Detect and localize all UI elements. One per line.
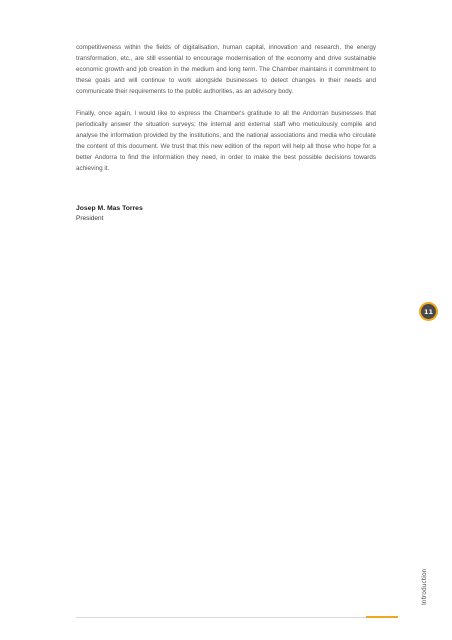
page-number: 11 [421, 304, 436, 319]
footer-divider [76, 617, 398, 618]
signatory-name: Josep M. Mas Torres [76, 205, 143, 212]
signatory-role: President [76, 215, 104, 222]
body-paragraph: Finally, once again, I would like to express the Chamber's gratitude to all the Andorran businesses that periodically answer the situation surveys; the internal and external staff who meticulously compile and analyse the information provided by the institutions, and the national associations and media who circulate the content of this document. We trust that this new edition of the report will help all those who hope for a better Andorra to find the information they need, in order to make the best possible decisions towards achieving it. [76, 110, 376, 172]
body-paragraph: competitiveness within the fields of digitalisation, human capital, innovation and research, the energy transformation, etc., are still essential to encourage modernisation of the economy and drive sustainable economic growth and job creation in the medium and long term. The Chamber maintains it commitment to these goals and will continue to work alongside businesses to detect changes in their needs and communicate their requirements to the public authorities, as an advisory body. [76, 44, 376, 95]
page-number-badge [419, 302, 438, 321]
main-content [76, 42, 376, 224]
footer-accent-bar [366, 616, 398, 618]
section-label: Introduction [421, 568, 428, 605]
signature-block [76, 204, 376, 224]
